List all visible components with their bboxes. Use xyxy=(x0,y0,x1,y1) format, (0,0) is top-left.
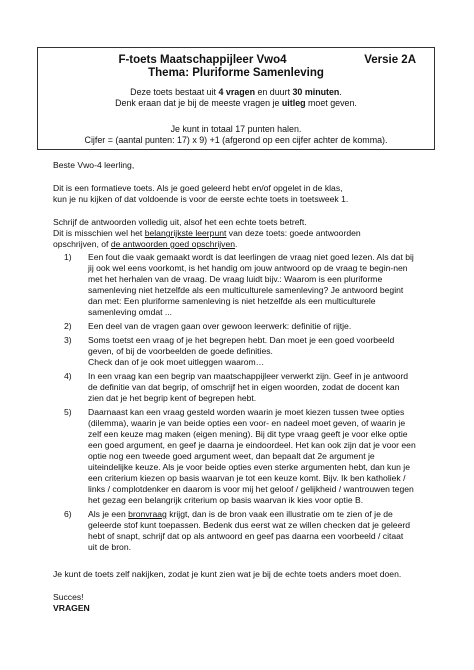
item-number: 2) xyxy=(64,321,72,331)
instruction-line-3: opschrijven, of de antwoorden goed opschrijven. xyxy=(53,239,238,249)
list-item-line: zelf een keuze mag maken (eigen mening). Bij dit type vraag geeft je voor elke optie xyxy=(88,429,408,439)
item-number: 3) xyxy=(64,335,72,345)
list-item-line: Een deel van de vragen gaan over gewoon leerwerk: definitie of rijtje. xyxy=(88,321,352,331)
vragen-heading: VRAGEN xyxy=(53,603,90,613)
list-item-line: dan met: Een pluriforme samenleving is niet hetzelfde als een multiculturele xyxy=(88,296,376,306)
list-item-line: een criterium kiezen op basis waarvan je tot een keuze komt. Bijv. Ik ben katholiek / xyxy=(88,473,406,483)
list-item-line: (dilemma), waarin je van beide opties een voor- en nadeel moet geven, of waarin je xyxy=(88,418,406,428)
list-item-line: Als je een bronvraag krijgt, dan is de bron vaak een illustratie om te zien of je de xyxy=(88,509,393,519)
list-item-line: Daarnaast kan een vraag gesteld worden waarin je moet kiezen tussen twee opties xyxy=(88,407,405,417)
success-line: Succes! xyxy=(53,592,84,602)
page-title: F-toets Maatschappijleer Vwo4 xyxy=(118,54,287,66)
points-line: Je kunt in totaal 17 punten halen. xyxy=(170,124,302,134)
list-item-line: Soms toetst een vraag of je het begrepen hebt. Dan moet je een goed voorbeeld xyxy=(88,335,395,345)
list-item-line: een goed argument, en geef je daarna je eindoordeel. Het kan ook zijn dat je voor een xyxy=(88,440,416,450)
list-item-line: uiteindelijke keuze. Als je voor beide opties even sterke argumenten hebt, dan kun je xyxy=(88,462,410,472)
instruction-line-2: Dit is misschien wel het belangrijkste leerpunt van deze toets: goede antwoorden xyxy=(53,228,361,238)
list-item-line: het gezag een belangrijk criterium op basis waarvan ik kies voor optie B. xyxy=(88,495,364,505)
grade-formula: Cijfer = (aantal punten: 17) x 9) +1 (afgerond op een cijfer achter de komma). xyxy=(84,135,388,145)
list-item-line: samenleving omdat ... xyxy=(88,307,173,317)
list-item-line: optie nog een tweede goed argument weet, dan bepaalt dat 2e argument je xyxy=(88,451,375,461)
list-item-line: Een fout die vaak gemaakt wordt is dat leerlingen de vraag niet goed lezen. Als dat bij xyxy=(88,252,414,262)
list-item-line: zien dat je het begrip kent of begrepen hebt. xyxy=(88,393,257,403)
list-item-line: jij ook wel eens voorkomt, is het handig om jouw antwoord op de vraag te begin-nen xyxy=(88,263,408,273)
greeting: Beste Vwo-4 leerling, xyxy=(53,160,135,170)
page-subtitle: Thema: Pluriforme Samenleving xyxy=(148,67,324,79)
list-item-line: de definitie van dat begrip, of omschrijf het in eigen woorden, zodat de docent kan xyxy=(88,382,400,392)
item-number: 4) xyxy=(64,371,72,381)
explain-reminder: Denk eraan dat je bij de meeste vragen je uitleg moet geven. xyxy=(115,98,357,108)
list-item-line: links / complotdenker en daarom is voor mij het geloof / gelijkheid / wantrouwen tegen xyxy=(88,484,414,494)
instruction-line-1: Schrijf de antwoorden volledig uit, alsof het een echte toets betreft. xyxy=(53,217,307,227)
list-item-line: geleerde stof kunt toepassen. Bedenk dus eerst wat ze willen checken dat je geleerd xyxy=(88,520,410,530)
list-item-line: Check dan of je ook moet uitleggen waarom… xyxy=(88,357,265,367)
intro-line-2: kun je nu kijken of dat voldoende is voor de eerste echte toets in toetsweek 1. xyxy=(53,194,349,204)
list-item-line: uit de bron. xyxy=(88,542,131,552)
item-number: 5) xyxy=(64,407,72,417)
test-info-line: Deze toets bestaat uit 4 vragen en duurt 30 minuten. xyxy=(130,87,342,97)
list-item-line: geven, of bij de voorbeelden de goede definities. xyxy=(88,346,273,356)
item-number: 6) xyxy=(64,509,72,519)
version-label: Versie 2A xyxy=(364,54,416,66)
intro-line-1: Dit is een formatieve toets. Als je goed geleerd hebt en/of opgelet in de klas, xyxy=(53,183,343,193)
list-item-line: met het herhalen van de vraag. De vraag luidt bijv.: Waarom is een pluriforme xyxy=(88,274,383,284)
list-item-line: In een vraag kan een begrip van maatschappijleer verwerkt zijn. Geef in je antwoord xyxy=(88,371,409,381)
list-item-line: hebt of snapt, schrijf dat op als antwoord en geef pas daarna een voorbeeld / citaat xyxy=(88,531,404,541)
item-number: 1) xyxy=(64,252,72,262)
closing-line: Je kunt de toets zelf nakijken, zodat je kunt zien wat je bij de echte toets anders moet doen. xyxy=(53,569,402,579)
list-item-line: samenleving niet hetzelfde als een multiculturele samenleving? Je antwoord begint xyxy=(88,285,404,295)
